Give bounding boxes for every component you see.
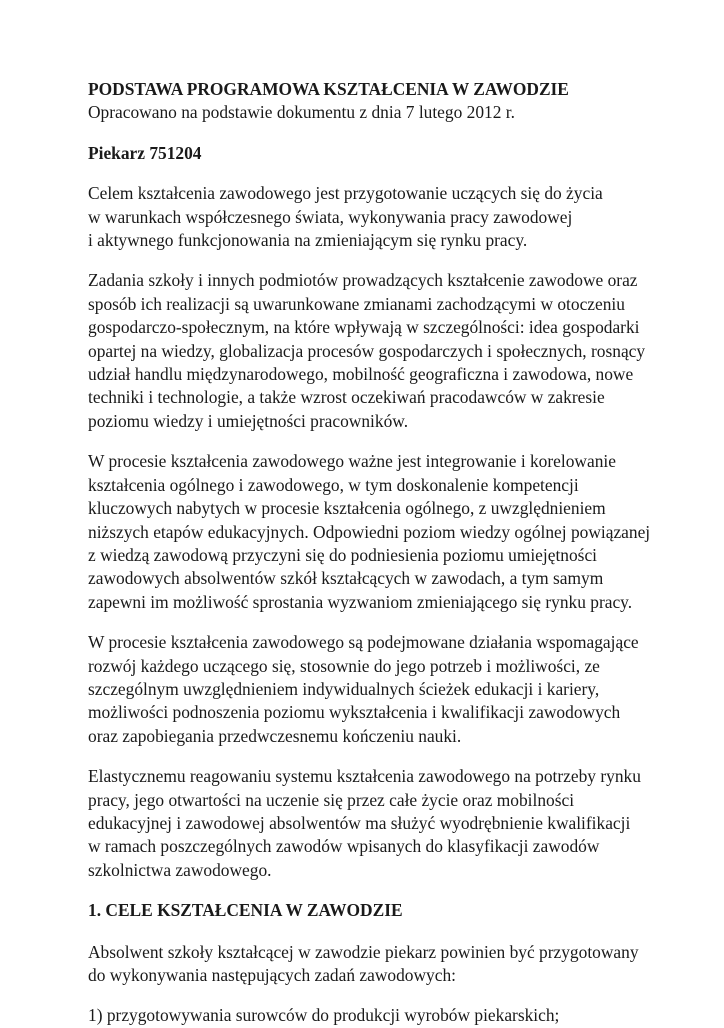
paragraph-line: techniki i technologie, a także wzrost oczekiwań pracodawców w zakresie [88,387,605,408]
paragraph-line: zawodowych absolwentów szkół kształcących w zawodach, a tym samym [88,568,604,589]
paragraph-line: szkolnictwa zawodowego. [88,859,272,880]
section-heading: 1. CELE KSZTAŁCENIA W ZAWODZIE [88,900,403,921]
section-intro-paragraph [88,941,648,988]
paragraph-line: możliwości podnoszenia poziomu wykształcenia i kwalifikacji zawodowych [88,702,621,723]
paragraph [88,450,651,614]
paragraph-line: do wykonywania następujących zadań zawodowych: [88,965,456,985]
paragraph-line: szczególnym uwzględnieniem indywidualnych ścieżek edukacji i kariery, [88,678,600,699]
paragraph-line: poziomu wiedzy i umiejętności pracowników. [88,410,409,431]
paragraph-line: w ramach poszczególnych zawodów wpisanych do klasyfikacji zawodów [88,836,600,857]
document-subtitle: Opracowano na podstawie dokumentu z dnia 7 lutego 2012 r. [88,102,515,123]
paragraph-line: sposób ich realizacji są uwarunkowane zmianami zachodzącymi w otoczeniu [88,293,625,314]
profession-heading: Piekarz 751204 [88,142,202,163]
task-item: 1) przygotowywania surowców do produkcji wyrobów piekarskich; [88,1005,560,1026]
paragraph-line: udział handlu międzynarodowego, mobilność geograficzna i zawodowa, nowe [88,364,634,385]
paragraph-line: W procesie kształcenia zawodowego są podejmowane działania wspomagające [88,632,639,653]
paragraph-line: i aktywnego funkcjonowania na zmieniającym się rynku pracy. [88,230,528,251]
paragraph-line: niższych etapów edukacyjnych. Odpowiedni poziom wiedzy ogólnej powiązanej [88,521,651,542]
paragraph-line: zapewni im możliwość sprostania wyzwaniom zmieniającego się rynku pracy. [88,591,633,612]
paragraph-line: Elastycznemu reagowaniu systemu kształcenia zawodowego na potrzeby rynku [88,766,641,787]
paragraph [88,269,648,433]
paragraph-line: pracy, jego otwartości na uczenie się przez całe życie oraz mobilności [88,789,575,810]
paragraph [88,765,648,882]
paragraph-line: edukacyjnej i zawodowej absolwentów ma służyć wyodrębnienie kwalifikacji [88,812,631,833]
paragraph [88,182,648,252]
body-paragraphs [88,182,651,882]
paragraph-line: kształcenia ogólnego i zawodowego, w tym doskonalenie kompetencji [88,474,579,495]
paragraph-line: w warunkach współczesnego świata, wykonywania pracy zawodowej [88,206,573,227]
paragraph-line: Celem kształcenia zawodowego jest przygotowanie uczących się do życia [88,183,603,204]
paragraph-line: W procesie kształcenia zawodowego ważne jest integrowanie i korelowanie [88,451,616,472]
document-page [88,78,651,1028]
paragraph-line: Absolwent szkoły kształcącej w zawodzie piekarz powinien być przygotowany [88,941,639,962]
paragraph-line: rozwój każdego uczącego się, stosownie do jego potrzeb i możliwości, ze [88,655,600,676]
paragraph-line: kluczowych nabytych w procesie kształcenia ogólnego, z uwzględnieniem [88,498,606,519]
paragraph [88,631,648,748]
task-list [88,1004,648,1027]
paragraph-line: oraz zapobiegania przedwczesnemu kończeniu nauki. [88,725,462,746]
paragraph-line: opartej na wiedzy, globalizacja procesów gospodarczych i społecznych, rosnący [88,340,646,361]
paragraph-line: z wiedzą zawodową przyczyni się do podniesienia poziomu umiejętności [88,544,597,565]
document-title: PODSTAWA PROGRAMOWA KSZTAŁCENIA W ZAWODZIE [88,79,569,99]
paragraph-line: gospodarczo-społecznym, na które wpływają w szczególności: idea gospodarki [88,317,640,338]
paragraph-line: Zadania szkoły i innych podmiotów prowadzących kształcenie zawodowe oraz [88,270,638,291]
